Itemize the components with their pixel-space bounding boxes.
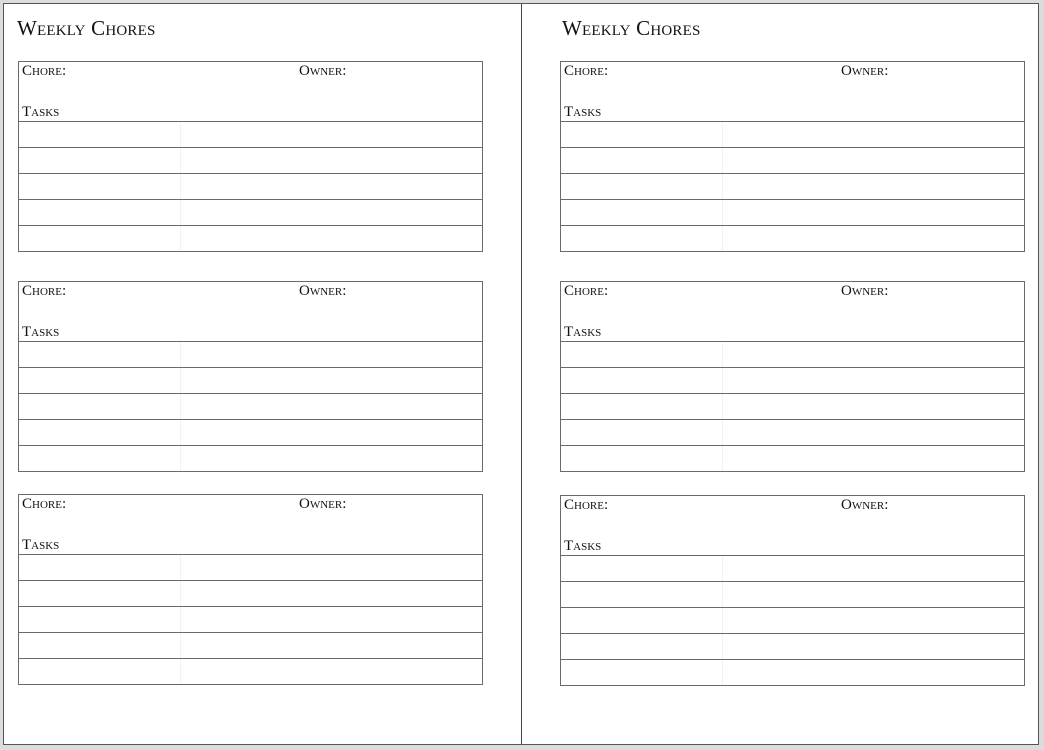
- task-row[interactable]: [561, 368, 1024, 394]
- task-row[interactable]: [561, 226, 1024, 251]
- task-row[interactable]: [561, 556, 1024, 582]
- task-row[interactable]: [561, 582, 1024, 608]
- page-title: Weekly Chores: [562, 16, 701, 40]
- task-row[interactable]: [561, 634, 1024, 660]
- task-row[interactable]: [19, 446, 482, 471]
- task-row[interactable]: [19, 122, 482, 148]
- task-row[interactable]: [19, 420, 482, 446]
- task-row[interactable]: [561, 148, 1024, 174]
- chore-card: [560, 61, 1025, 252]
- chore-label: Chore:: [22, 283, 67, 299]
- tasks-label: Tasks: [22, 324, 60, 340]
- task-row[interactable]: [561, 608, 1024, 634]
- tasks-label: Tasks: [22, 104, 60, 120]
- task-row[interactable]: [19, 226, 482, 251]
- task-row[interactable]: [561, 394, 1024, 420]
- task-row[interactable]: [19, 659, 482, 684]
- chore-card-header: [19, 282, 482, 342]
- task-row[interactable]: [19, 607, 482, 633]
- task-rows: [19, 555, 482, 684]
- chore-card-header: [561, 62, 1024, 122]
- task-row[interactable]: [561, 174, 1024, 200]
- owner-label: Owner:: [299, 63, 347, 79]
- chore-card-header: [561, 496, 1024, 556]
- owner-label: Owner:: [299, 496, 347, 512]
- task-row[interactable]: [19, 342, 482, 368]
- planner-spread: [3, 3, 1039, 745]
- chore-card: [18, 494, 483, 685]
- task-row[interactable]: [561, 446, 1024, 471]
- chore-label: Chore:: [564, 283, 609, 299]
- owner-label: Owner:: [841, 63, 889, 79]
- chore-label: Chore:: [564, 497, 609, 513]
- task-row[interactable]: [19, 200, 482, 226]
- chore-label: Chore:: [22, 63, 67, 79]
- chore-card-header: [19, 495, 482, 555]
- task-row[interactable]: [19, 555, 482, 581]
- task-row[interactable]: [561, 342, 1024, 368]
- task-rows: [561, 342, 1024, 471]
- task-row[interactable]: [561, 200, 1024, 226]
- chore-card-header: [561, 282, 1024, 342]
- task-row[interactable]: [19, 148, 482, 174]
- tasks-label: Tasks: [564, 538, 602, 554]
- task-rows: [19, 342, 482, 471]
- chore-label: Chore:: [564, 63, 609, 79]
- left-page: [4, 4, 521, 744]
- chore-card-header: [19, 62, 482, 122]
- right-page: [522, 4, 1040, 744]
- tasks-label: Tasks: [22, 537, 60, 553]
- task-row[interactable]: [561, 660, 1024, 685]
- chore-card: [18, 281, 483, 472]
- task-row[interactable]: [19, 633, 482, 659]
- task-row[interactable]: [19, 581, 482, 607]
- tasks-label: Tasks: [564, 104, 602, 120]
- task-rows: [19, 122, 482, 251]
- owner-label: Owner:: [841, 283, 889, 299]
- owner-label: Owner:: [841, 497, 889, 513]
- owner-label: Owner:: [299, 283, 347, 299]
- task-row[interactable]: [19, 368, 482, 394]
- tasks-label: Tasks: [564, 324, 602, 340]
- chore-label: Chore:: [22, 496, 67, 512]
- task-row[interactable]: [19, 174, 482, 200]
- task-row[interactable]: [19, 394, 482, 420]
- task-row[interactable]: [561, 420, 1024, 446]
- chore-card: [18, 61, 483, 252]
- task-rows: [561, 122, 1024, 251]
- task-row[interactable]: [561, 122, 1024, 148]
- chore-card: [560, 281, 1025, 472]
- task-rows: [561, 556, 1024, 685]
- chore-card: [560, 495, 1025, 686]
- page-title: Weekly Chores: [17, 16, 156, 40]
